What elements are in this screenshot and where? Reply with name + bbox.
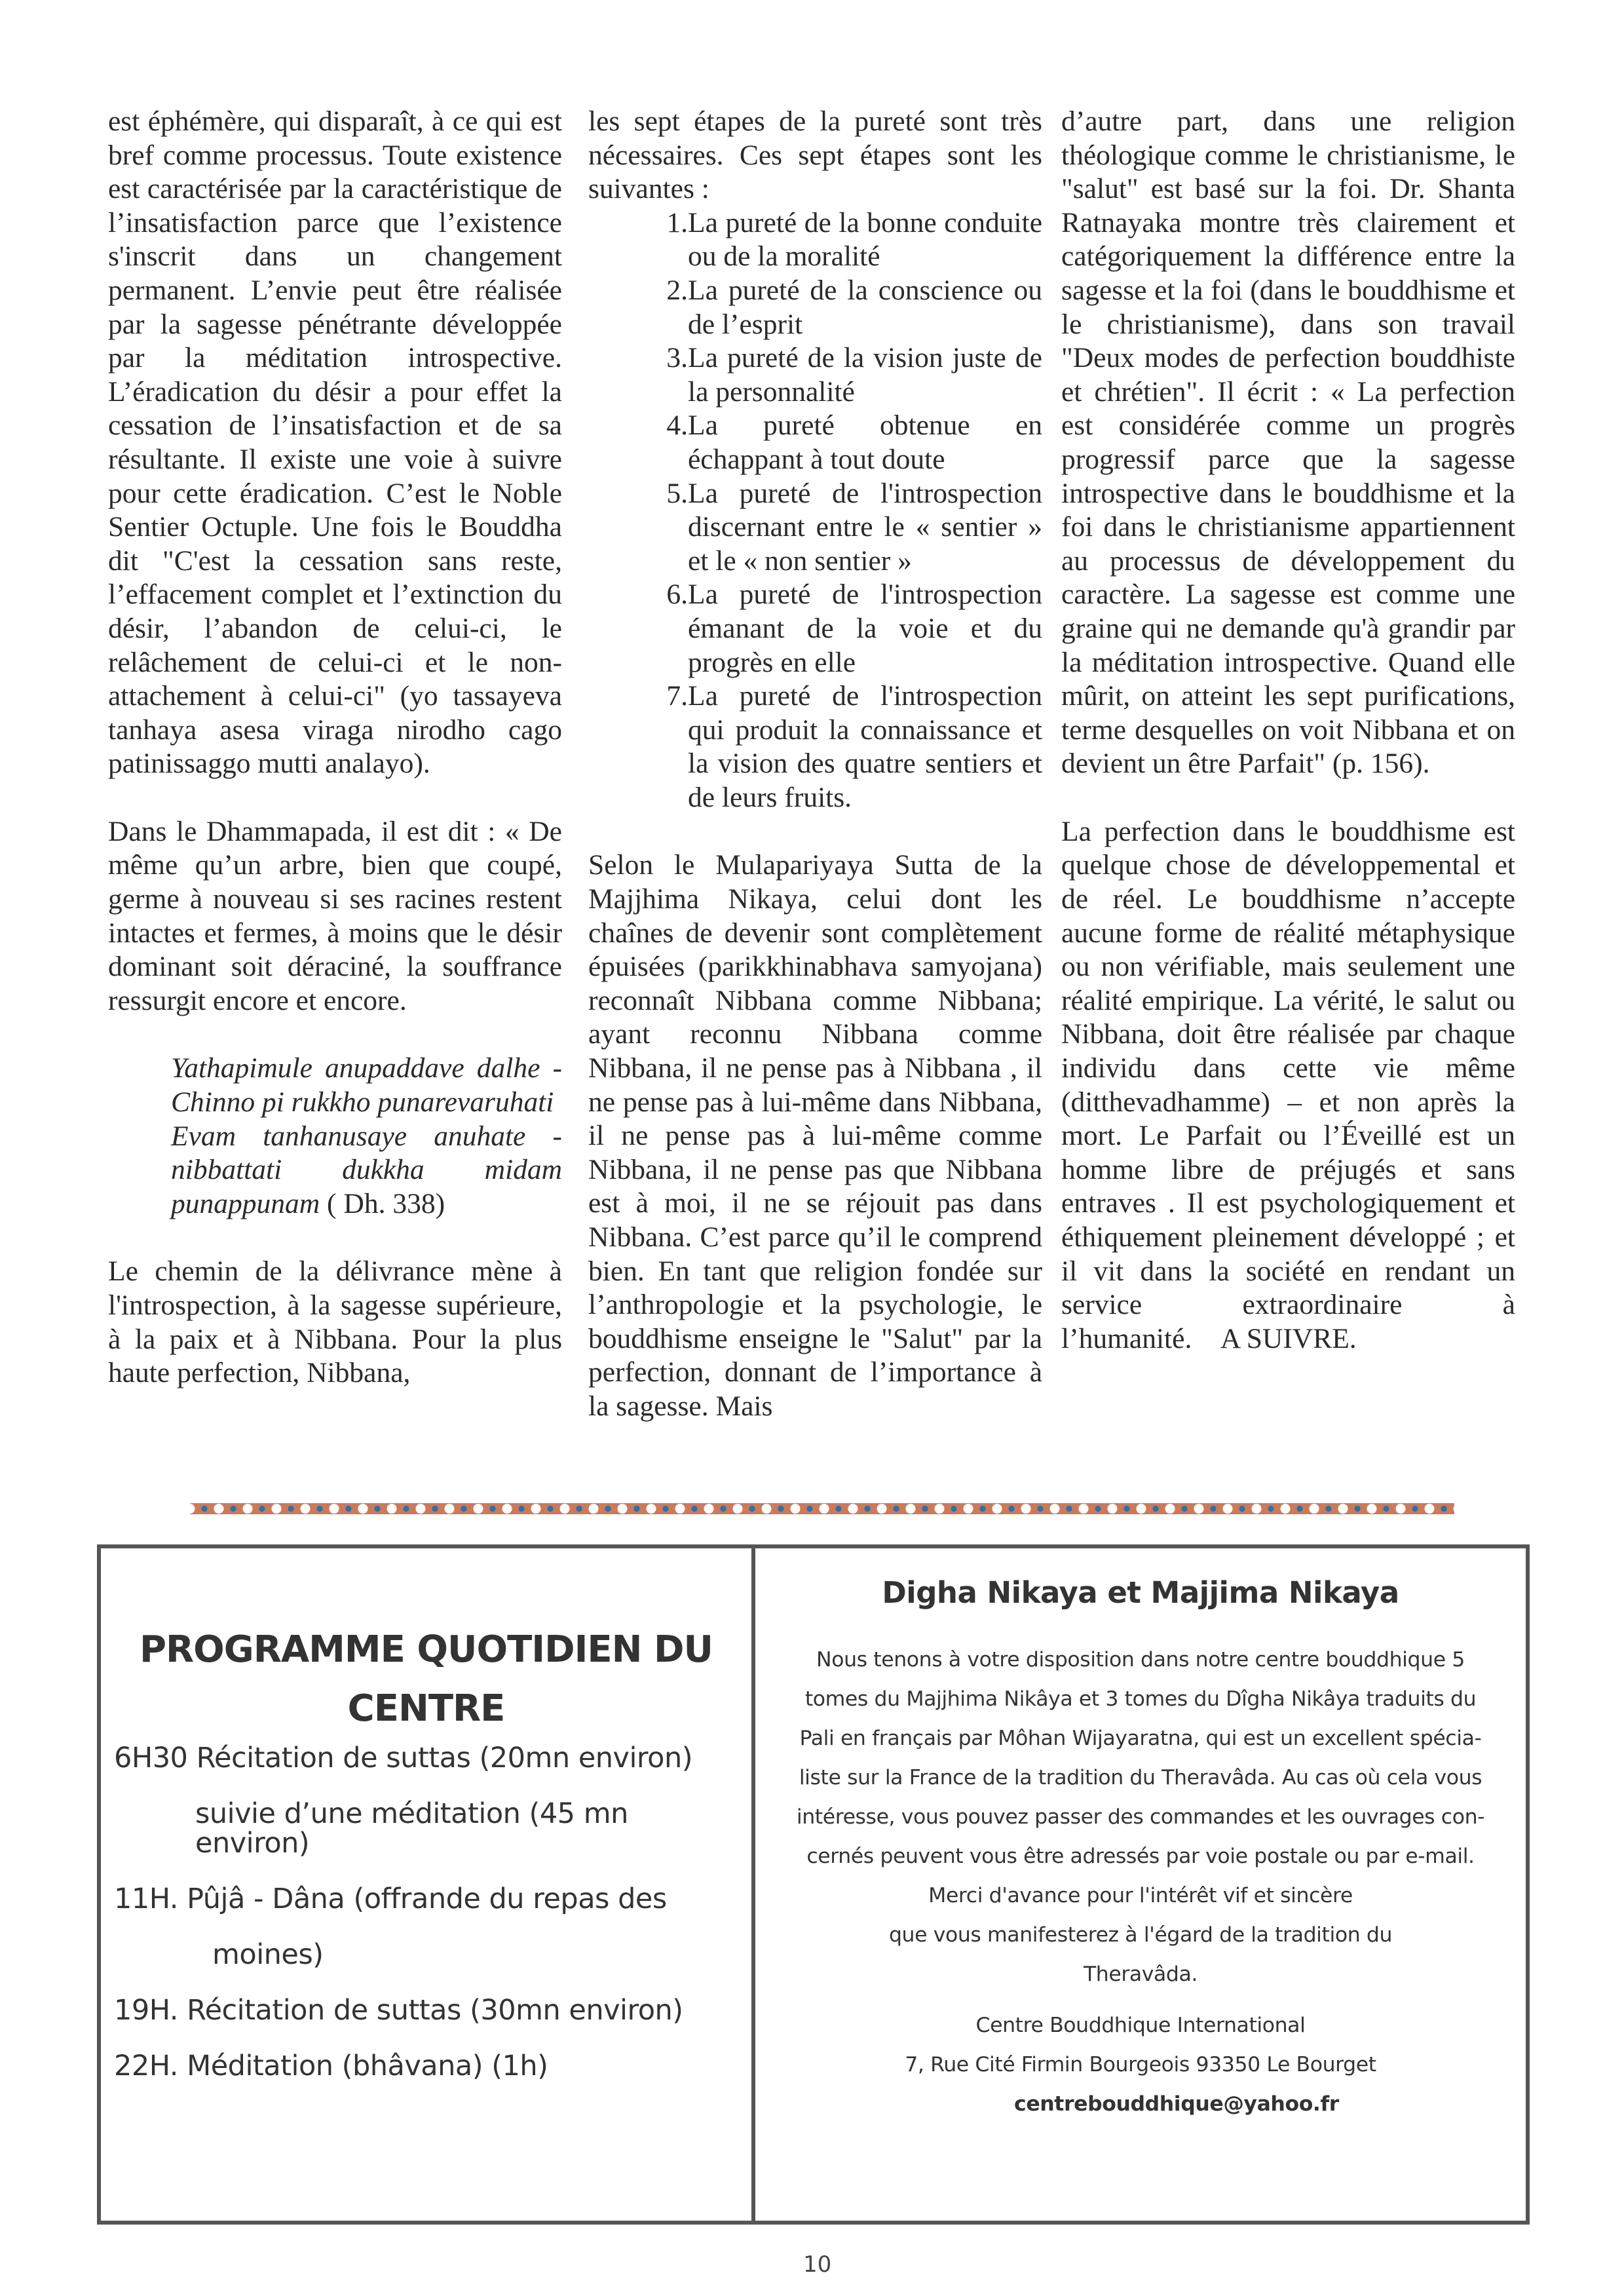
page-number: 10 bbox=[803, 2251, 832, 2278]
list-item: 7.La pureté de l'introspection qui produit la connaissance et la vision des quatre sentiers et de leurs fruits. bbox=[666, 680, 1042, 813]
article-paragraph: d’autre part, dans une religion théologique comme le christianisme, le "salut" est basé sur la foi. Dr. Shanta Ratnayaka montre très clairement et catégoriquement la différence entre la sagesse et la foi (dans le bouddhisme et le christianisme), dans son travail "Deux modes de perfection bouddhiste et chrétien". Il écrit : « La perfection est considérée comme un progrès progressif parce que la sagesse introspective dans le bouddhisme et la foi dans le christianisme appartiennent au processus de développement du caractère. La sagesse est comme une graine qui ne demande qu'à grandir par la méditation introspective. Quand elle mûrit, on atteint les sept purifications, terme desquelles on voit Nibbana et on devient un être Parfait" (p. 156). bbox=[1061, 105, 1515, 780]
org-address: 7, Rue Cité Firmin Bourgeois 93350 Le Bourget bbox=[905, 2053, 1376, 2076]
programme-item: 11H. Pûjâ - Dâna (offrande du repas des bbox=[114, 1883, 667, 1915]
programme-item: 6H30 Récitation de suttas (20mn environ) bbox=[114, 1742, 692, 1774]
list-item: 4.La pureté obtenue en échappant à tout doute bbox=[666, 410, 1042, 475]
programme-item: 22H. Méditation (bhâvana) (1h) bbox=[114, 2050, 548, 2082]
pali-quote-line: Yathapimule anupaddave dalhe - Chinno pi rukkho punarevaruhati bbox=[171, 1052, 562, 1119]
quote-reference: ( Dh. 338) bbox=[320, 1187, 445, 1219]
nikaya-body: Nous tenons à votre disposition dans notre centre bouddhique 5 tomes du Majjhima Nikâya et 3 tomes du Dîgha Nikâya traduits du Pali en français par Môhan Wijayaratna, qui est un excellent spécia- liste sur la France de la tradition du Theravâda. Au cas où cela vous intéresse, vous pouvez passer des commandes et les ouvrages con- cernés peuvent vous être adressés par voie postale ou par e-mail. Merci d'avance pour l'intérêt vif et sincère que vous manifesterez à l'égard de la tradition du Theravâda. Centre Bouddhique International 7, Rue Cité Firmin Bourgeois 93350 Le Bourget centrebouddhique@yahoo.fr bbox=[768, 1640, 1513, 2124]
article-paragraph: La perfection dans le bouddhisme est quelque chose de développemental et de réel. Le bouddhisme n’accepte aucune forme de réalité métaphysique ou non vérifiable, mais seulement une réalité empirique. La vérité, le salut ou Nibbana, doit être réalisée par chaque individu dans cette vie même (ditthevadhamme) – et non après la mort. Le Parfait ou l’Éveillé est un homme libre de préjugés et sans entraves . Il est psychologiquement et éthiquement pleinement développé ; et il vit dans la société en rendant un service extraordinaire à l’humanité. A SUIVRE. bbox=[1061, 815, 1515, 1354]
to-be-continued: A SUIVRE. bbox=[1220, 1322, 1357, 1354]
article-paragraph: Selon le Mulapariyaya Sutta de la Majjhima Nikaya, celui dont les chaînes de devenir sont complètement épuisées (parikkhinabhava samyojana) reconnaît Nibbana comme Nibbana; ayant reconnu Nibbana comme Nibbana, il ne pense pas à Nibbana , il ne pense pas à lui-même dans Nibbana, il ne pense pas à lui-même comme Nibbana, il ne pense pas que Nibbana est à moi, il ne se réjouit pas dans Nibbana. C’est parce qu’il le comprend bien. En tant que religion fondée sur l’anthropologie et la psychologie, le bouddhisme enseigne le "Salut" par la perfection, donnant de l’importance à la sagesse. Mais bbox=[588, 849, 1042, 1422]
article-column-2 bbox=[588, 105, 1042, 1424]
nikaya-title: Digha Nikaya et Majjima Nikaya bbox=[882, 1575, 1399, 1610]
list-item: 2.La pureté de la conscience ou de l’esprit bbox=[666, 274, 1042, 340]
purity-steps-list bbox=[588, 206, 1042, 815]
list-item: 5.La pureté de l'introspection discernant entre le « sentier » et le « non sentier » bbox=[666, 477, 1042, 577]
nikaya-books-box bbox=[755, 1548, 1526, 2221]
article-column-3 bbox=[1061, 105, 1515, 1356]
list-item: 3.La pureté de la vision juste de la personnalité bbox=[666, 342, 1042, 408]
list-item: 6.La pureté de l'introspection émanant de la voie et du progrès en elle bbox=[666, 579, 1042, 678]
daily-programme-box bbox=[101, 1548, 755, 2221]
contact-email-link[interactable]: centrebouddhique@yahoo.fr bbox=[1014, 2092, 1339, 2116]
article-paragraph: Le chemin de la délivrance mène à l'introspection, à la sagesse supérieure, à la paix et à Nibbana. Pour la plus haute perfection, Nibbana, bbox=[108, 1255, 562, 1389]
programme-item: 19H. Récitation de suttas (30mn environ) bbox=[114, 1994, 683, 2027]
programme-item: suivie d’une méditation (45 mn environ) bbox=[195, 1797, 628, 1860]
org-name: Centre Bouddhique International bbox=[975, 2014, 1306, 2037]
pali-quote bbox=[108, 1052, 562, 1221]
list-item: 1.La pureté de la bonne conduite ou de la moralité bbox=[666, 206, 1042, 273]
article-paragraph: les sept étapes de la pureté sont très nécessaires. Ces sept étapes sont les suivantes : bbox=[588, 105, 1042, 205]
article-paragraph: Dans le Dhammapada, il est dit : « De même qu’un arbre, bien que coupé, germe à nouveau si ses racines restent intactes et fermes, à moins que le désir dominant soit déraciné, la souffrance ressurgit encore et encore. bbox=[108, 815, 562, 1016]
pali-quote-line: Evam tanhanusaye anuhate - nibbattati dukkha midam punappunam ( Dh. 338) bbox=[171, 1120, 562, 1219]
article-paragraph: est éphémère, qui disparaît, à ce qui est bref comme processus. Toute existence est caractérisée par la caractéristique de l’insatisfaction parce que l’existence s'inscrit dans un changement permanent. L’envie peut être réalisée par la sagesse pénétrante développée par la méditation introspective. L’éradication du désir a pour effet la cessation de l’insatisfaction et de sa résultante. Il existe une voie à suivre pour cette éradication. C’est le Noble Sentier Octuple. Une fois le Bouddha dit "C'est la cessation sans reste, l’effacement complet et l’extinction du désir, l’abandon de celui-ci, le relâchement de celui-ci et le non-attachement à celui-ci" (yo tassayeva tanhaya asesa viraga nirodho cago patinissaggo mutti analayo). bbox=[108, 105, 562, 780]
info-boxes bbox=[97, 1544, 1530, 2225]
programme-item: moines) bbox=[212, 1938, 324, 1971]
decorative-border-strip bbox=[190, 1503, 1454, 1514]
programme-title: PROGRAMME QUOTIDIEN DU CENTRE bbox=[139, 1628, 713, 1730]
article-column-1 bbox=[108, 105, 562, 1390]
